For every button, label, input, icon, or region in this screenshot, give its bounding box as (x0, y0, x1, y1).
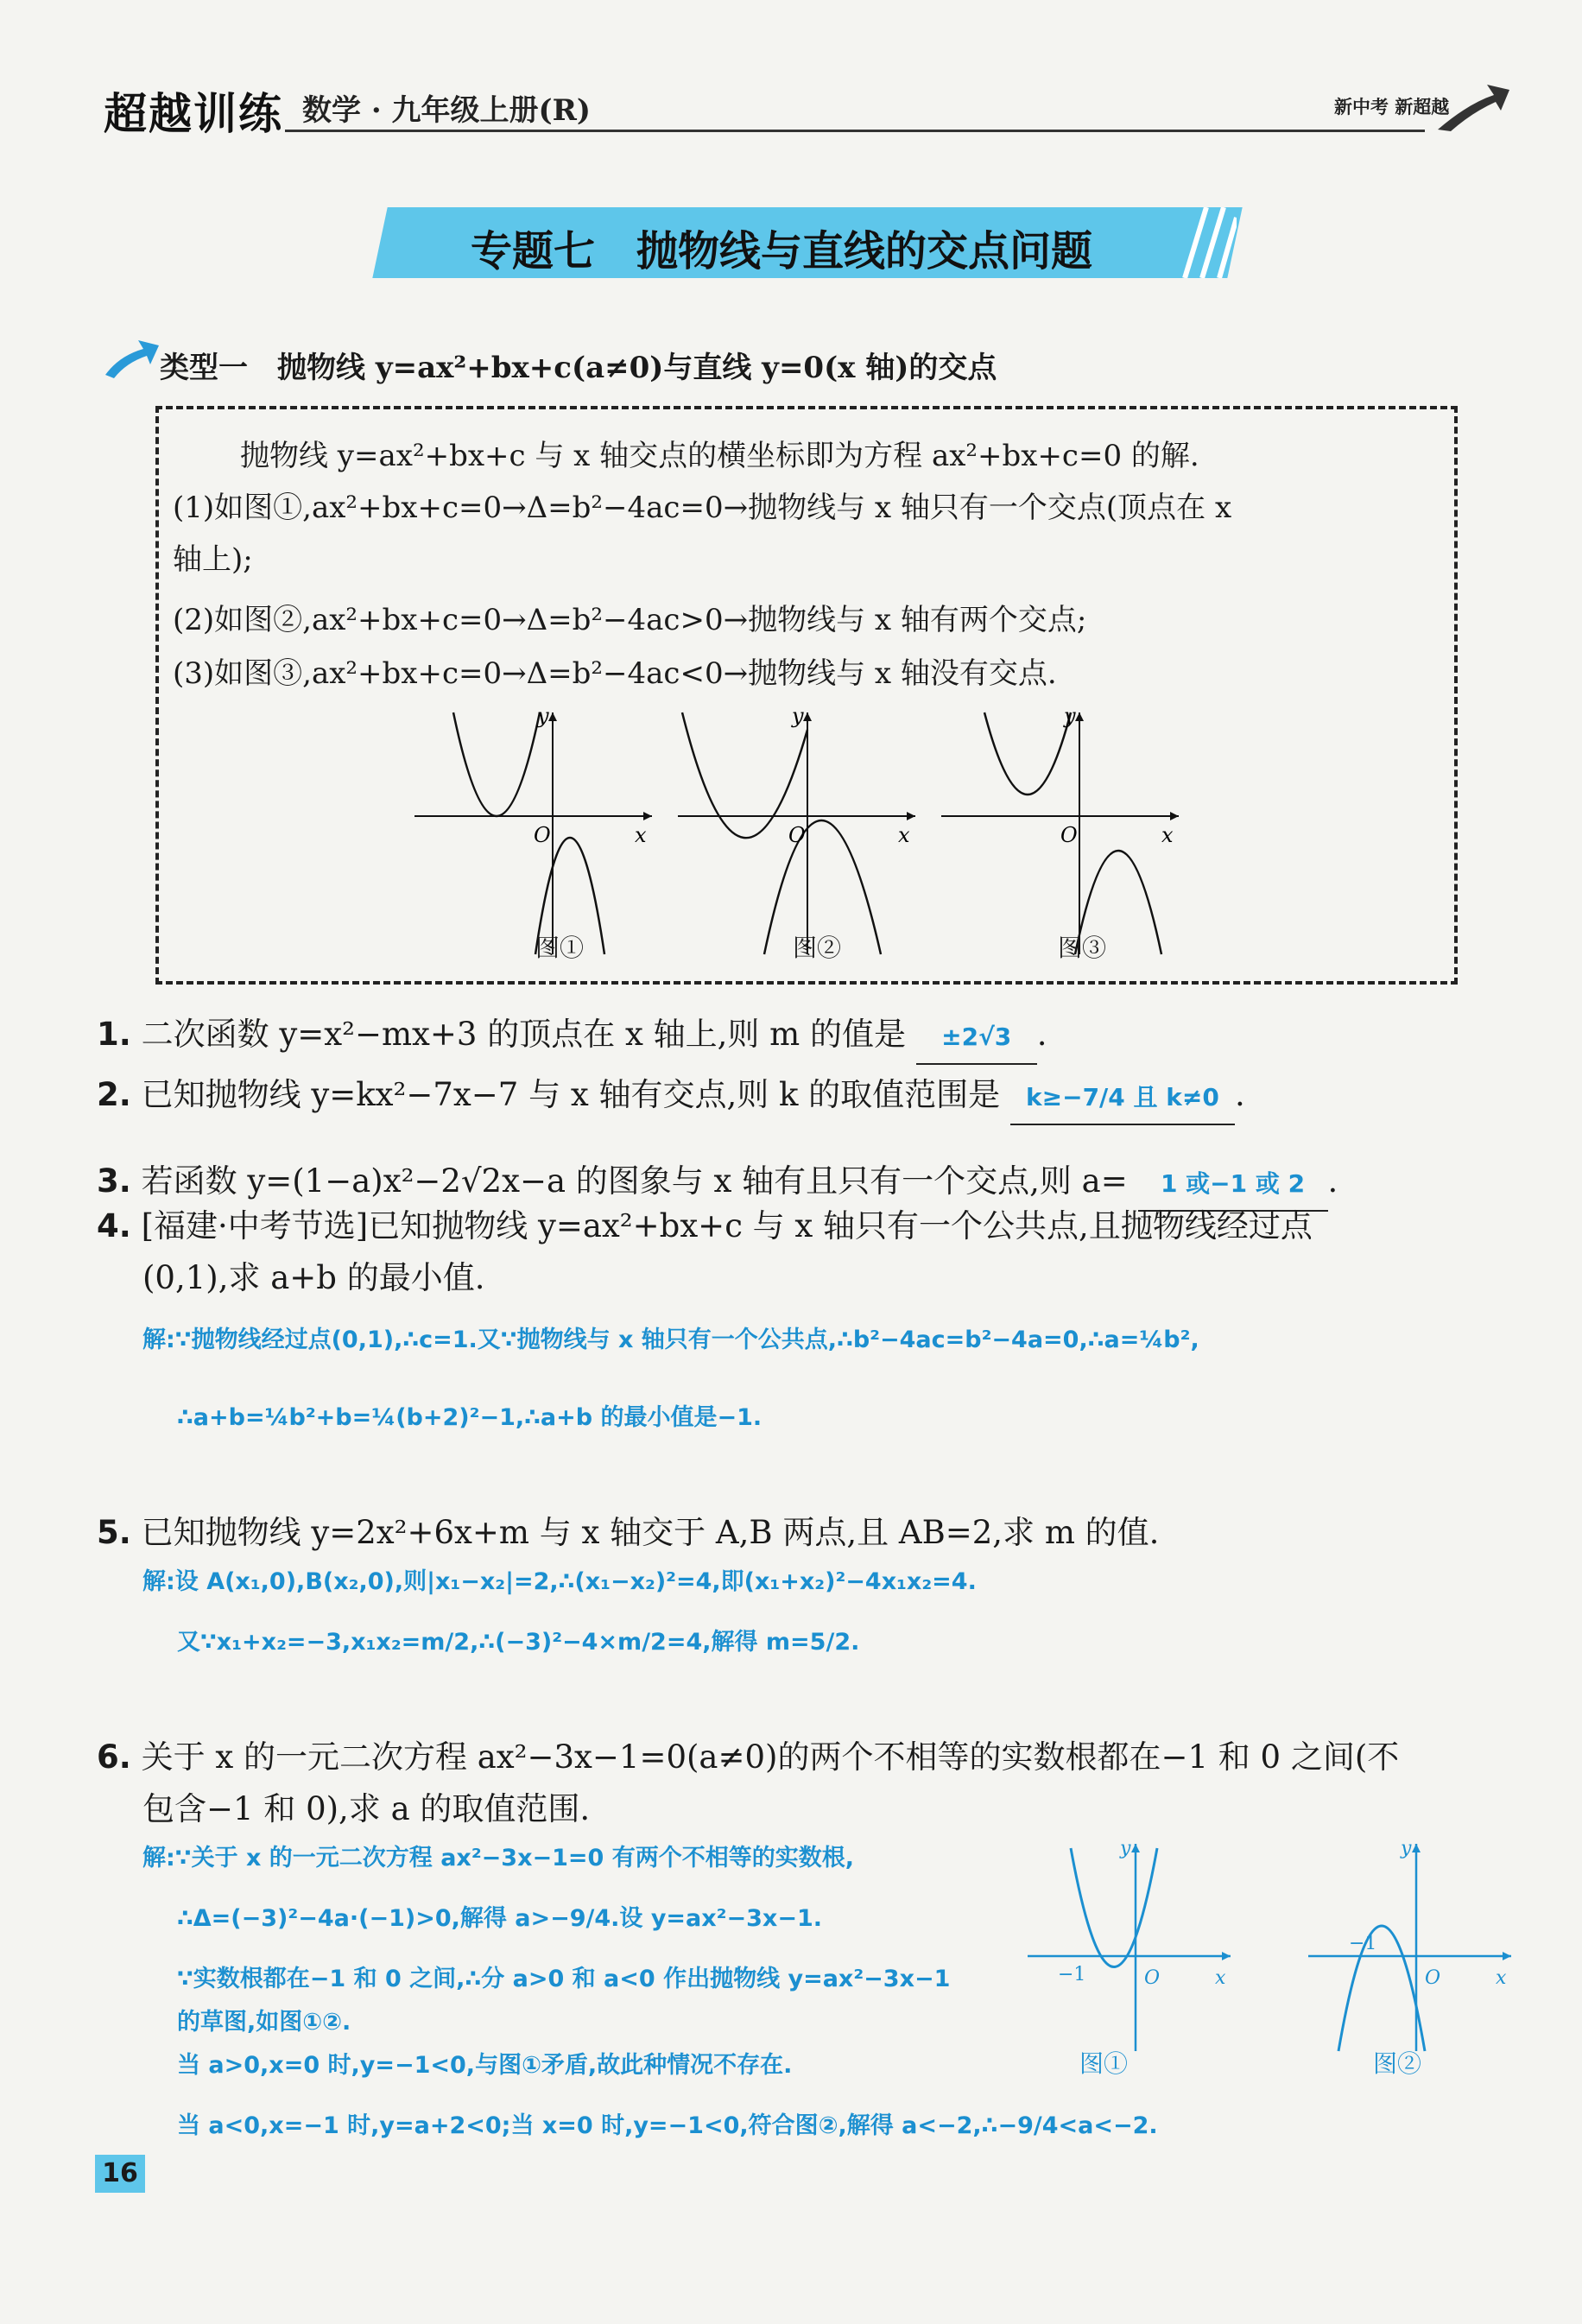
question-end: . (1036, 1016, 1047, 1053)
type-heading: 类型一 抛物线 y=ax²+bx+c(a≠0)与直线 y=0(x 轴)的交点 (160, 351, 997, 385)
question-number: 5. (97, 1514, 131, 1551)
question-6-cont: 包含−1 和 0),求 a 的取值范围. (142, 1790, 591, 1827)
solution-figure-2-caption: 图② (1373, 2049, 1422, 2078)
solution-6-line3: ∵实数根都在−1 和 0 之间,∴分 a>0 和 a<0 作出抛物线 y=ax²−3x−1 (177, 1966, 951, 1992)
y-axis-label: y (1064, 704, 1076, 728)
header-rule (285, 130, 1425, 132)
origin-label: O (1144, 1967, 1161, 1989)
solution-4-line2: ∴a+b=¼b²+b=¼(b+2)²−1,∴a+b 的最小值是−1. (177, 1404, 763, 1431)
solution-6-line1: 解:∵关于 x 的一元二次方程 ax²−3x−1=0 有两个不相等的实数根, (142, 1845, 854, 1871)
solution-6-line4: 的草图,如图①②. (177, 2009, 351, 2036)
subject-label: 数学 · 九年级上册(R) (302, 93, 591, 128)
solution-6-line6: 当 a<0,x=−1 时,y=a+2<0;当 x=0 时,y=−1<0,符合图②,解得 a<−2,∴−9/4<a<−2. (177, 2112, 1158, 2139)
question-end: . (1234, 1076, 1245, 1113)
question-text: 若函数 y=(1−a)x²−2√2x−a 的图象与 x 轴有且只有一个交点,则 a= (141, 1162, 1128, 1200)
solution-figure-2 (1304, 1835, 1528, 2060)
origin-label: O (534, 823, 551, 847)
origin-label: O (788, 823, 806, 847)
box-intro: 抛物线 y=ax²+bx+c 与 x 轴交点的横坐标即为方程 ax²+bx+c=0 的解. (240, 439, 1199, 473)
question-text: 关于 x 的一元二次方程 ax²−3x−1=0(a≠0)的两个不相等的实数根都在−1 和 0 之间(不 (141, 1738, 1400, 1776)
solution-5-line2: 又∵x₁+x₂=−3,x₁x₂=m/2,∴(−3)²−4×m/2=4,解得 m=5/2. (177, 1629, 860, 1656)
x-axis-label: x (1161, 823, 1174, 847)
question-4 (97, 1200, 1313, 1252)
figure-1 (406, 704, 665, 963)
figure-3-caption: 图③ (1058, 934, 1107, 962)
tick-label: −1 (1058, 1964, 1086, 1985)
arrow-logo-icon (1433, 78, 1511, 138)
box-case2: (2)如图②,ax²+bx+c=0→Δ=b²−4ac>0→抛物线与 x 轴有两个交点; (173, 603, 1087, 637)
solution-5-line1: 解:设 A(x₁,0),B(x₂,0),则|x₁−x₂|=2,∴(x₁−x₂)²=4,即(x₁+x₂)²−4x₁x₂=4. (142, 1568, 977, 1595)
origin-label: O (1425, 1967, 1441, 1989)
box-case1-cont: 轴上); (173, 542, 253, 577)
y-axis-label: y (1401, 1838, 1412, 1859)
page-number: 16 (95, 2155, 145, 2193)
page-title: 专题七 抛物线与直线的交点问题 (470, 227, 1092, 275)
question-text: 已知抛物线 y=kx²−7x−7 与 x 轴有交点,则 k 的取值范围是 (141, 1076, 1001, 1113)
question-text: 二次函数 y=x²−mx+3 的顶点在 x 轴上,则 m 的值是 (141, 1016, 906, 1053)
answer-blank: 1 或−1 或 2 (1138, 1158, 1328, 1212)
tick-label: −1 (1349, 1933, 1377, 1954)
question-4-cont: (0,1),求 a+b 的最小值. (142, 1259, 485, 1296)
y-axis-label: y (792, 704, 804, 728)
y-axis-label: y (537, 704, 549, 728)
question-6 (97, 1732, 1399, 1783)
solution-4-line1: 解:∵抛物线经过点(0,1),∴c=1.又∵抛物线与 x 轴只有一个公共点,∴b²−4ac=b²−4a=0,∴a=¼b², (142, 1327, 1199, 1353)
question-number: 1. (97, 1016, 131, 1053)
question-number: 2. (97, 1076, 131, 1113)
x-axis-label: x (1215, 1967, 1226, 1989)
figure-2-caption: 图② (793, 934, 842, 962)
figure-1-caption: 图① (535, 934, 585, 962)
question-end: . (1327, 1162, 1338, 1200)
question-text: 已知抛物线 y=2x²+6x+m 与 x 轴交于 A,B 两点,且 AB=2,求 m 的值. (141, 1514, 1160, 1551)
figure-3 (933, 704, 1192, 963)
solution-figure-1 (1023, 1835, 1248, 2060)
brand-title: 超越训练 (104, 89, 283, 139)
box-case3: (3)如图③,ax²+bx+c=0→Δ=b²−4ac<0→抛物线与 x 轴没有交点. (173, 656, 1057, 691)
slogan: 新中考 新超越 (1334, 97, 1450, 117)
solution-figure-1-caption: 图① (1079, 2049, 1129, 2078)
answer-blank: k≥−7/4 且 k≠0 (1010, 1072, 1235, 1125)
question-1 (97, 1009, 1047, 1065)
x-axis-label: x (898, 823, 910, 847)
question-5 (97, 1507, 1159, 1559)
solution-6-line2: ∴Δ=(−3)²−4a·(−1)>0,解得 a>−9/4.设 y=ax²−3x−1. (177, 1905, 822, 1932)
origin-label: O (1060, 823, 1078, 847)
answer-blank: ±2√3 (916, 1011, 1037, 1065)
question-2 (97, 1069, 1245, 1125)
solution-6-line5: 当 a>0,x=0 时,y=−1<0,与图①矛盾,故此种情况不存在. (177, 2052, 793, 2079)
arrow-icon (102, 339, 162, 382)
question-number: 3. (97, 1162, 131, 1200)
y-axis-label: y (1120, 1838, 1131, 1859)
x-axis-label: x (635, 823, 647, 847)
box-case1: (1)如图①,ax²+bx+c=0→Δ=b²−4ac=0→抛物线与 x 轴只有一个交点(顶点在 x (173, 491, 1232, 525)
question-number: 4. (97, 1207, 131, 1244)
question-number: 6. (97, 1738, 131, 1776)
figure-2 (669, 704, 928, 963)
question-text: [福建·中考节选]已知抛物线 y=ax²+bx+c 与 x 轴只有一个公共点,且抛物线经过点 (141, 1207, 1313, 1244)
x-axis-label: x (1496, 1967, 1507, 1989)
